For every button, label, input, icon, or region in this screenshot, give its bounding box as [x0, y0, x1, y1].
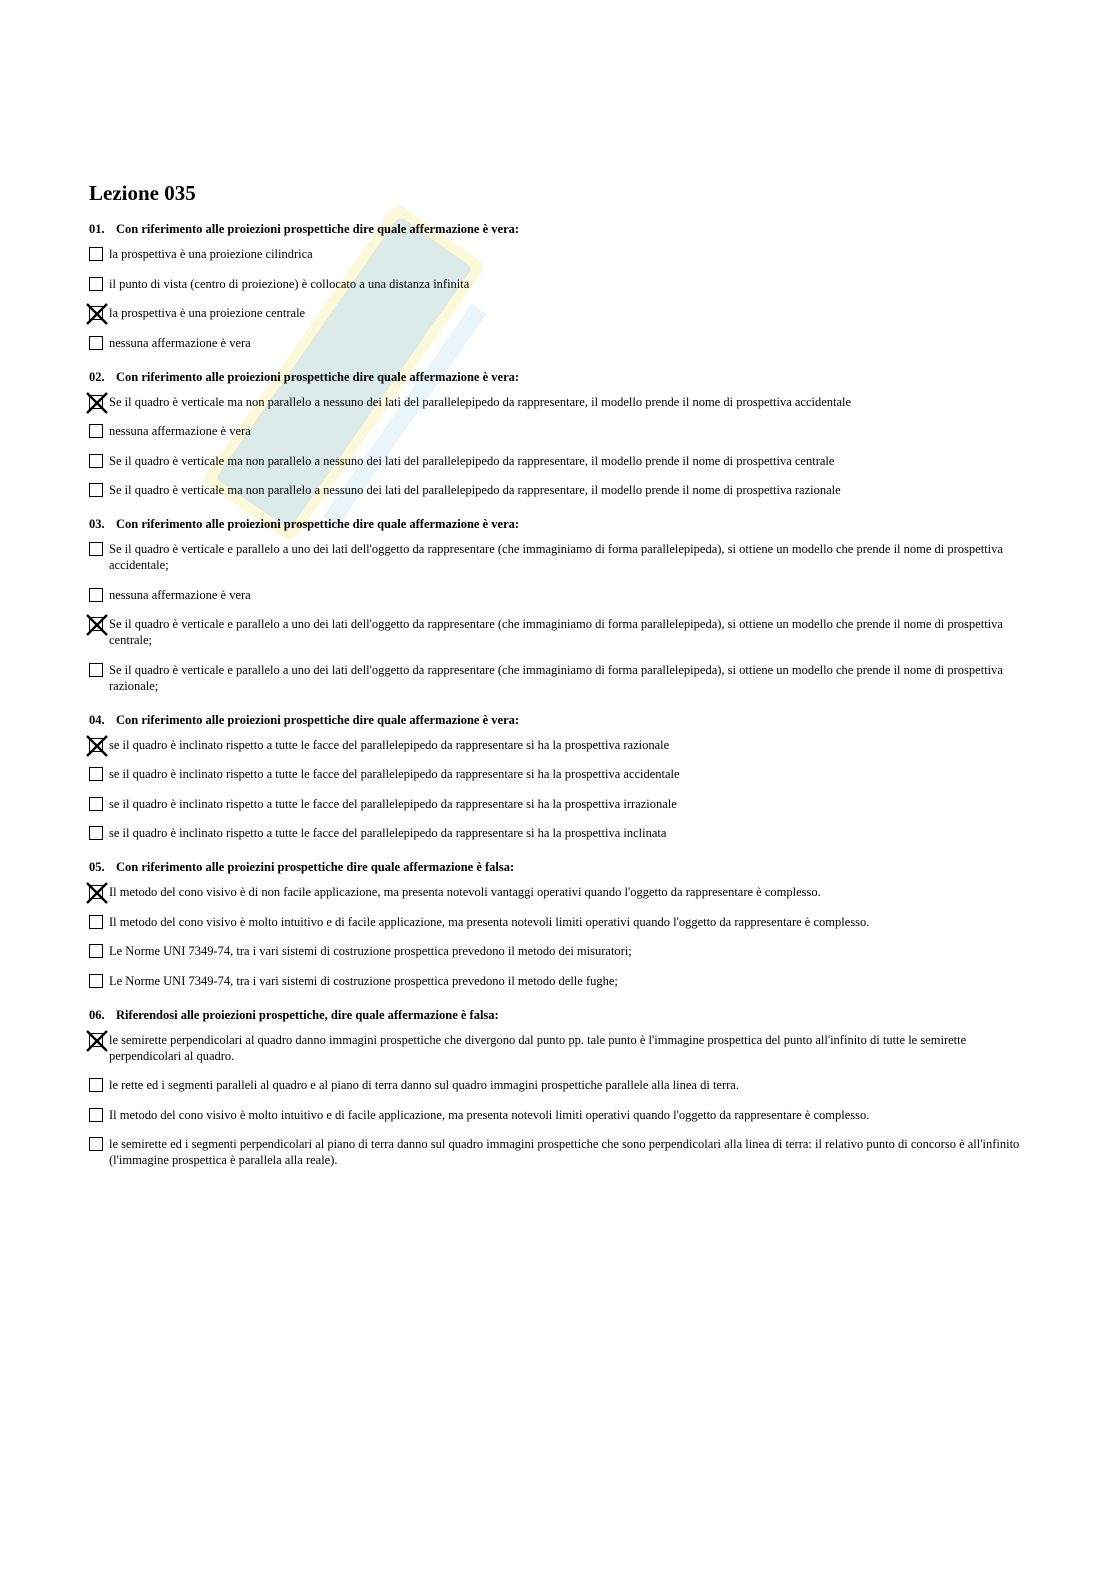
checkbox-icon[interactable]	[89, 336, 103, 350]
answer-option[interactable]	[89, 482, 1029, 498]
answer-option[interactable]	[89, 1107, 1029, 1123]
answer-option[interactable]	[89, 616, 1029, 648]
answer-option[interactable]	[89, 335, 1029, 351]
question-title	[89, 516, 1029, 532]
question-3	[89, 516, 1029, 694]
answer-option-text: nessuna affermazione è vera	[109, 424, 251, 438]
question-number: 03.	[89, 517, 105, 531]
checkbox-icon[interactable]	[89, 1078, 103, 1092]
question-5	[89, 859, 1029, 989]
answer-option-text: Se il quadro è verticale e parallelo a uno dei lati dell'oggetto da rappresentare (che immaginiamo di forma parallelepipeda), si ottiene un modello che prende il nome di prospettiva razionale;	[109, 662, 1003, 693]
checked-checkbox-icon[interactable]	[89, 1033, 103, 1047]
answer-option-text: Il metodo del cono visivo è molto intuitivo e di facile applicazione, ma presenta notevoli limiti operativi quando l'oggetto da rappresentare è complesso.	[109, 1107, 870, 1122]
answer-option[interactable]	[89, 796, 1029, 812]
x-mark-icon	[85, 302, 109, 326]
answer-option-text: Se il quadro è verticale e parallelo a uno dei lati dell'oggetto da rappresentare (che immaginiamo di forma parallelepipeda), si ottiene un modello che prende il nome di prospettiva centrale;	[109, 617, 1003, 647]
checkbox-icon[interactable]	[89, 974, 103, 988]
question-4	[89, 712, 1029, 842]
answer-option[interactable]	[89, 246, 1029, 262]
answer-option[interactable]	[89, 1077, 1029, 1093]
checkbox-icon[interactable]	[89, 826, 103, 840]
answer-option-text: Le Norme UNI 7349-74, tra i vari sistemi di costruzione prospettica prevedono il metodo delle fughe;	[109, 973, 618, 988]
question-number: 06.	[89, 1007, 105, 1022]
question-number: 04.	[89, 712, 105, 727]
answer-option[interactable]	[89, 884, 1029, 900]
question-list	[89, 221, 1029, 1168]
answer-option-text: le rette ed i segmenti paralleli al quadro e al piano di terra danno sul quadro immagini prospettiche parallele alla linea di terra.	[109, 1078, 739, 1092]
answer-option[interactable]	[89, 587, 1029, 603]
answer-option[interactable]	[89, 394, 1029, 410]
x-mark-icon	[85, 1029, 109, 1053]
answer-option-text: Il metodo del cono visivo è molto intuitivo e di facile applicazione, ma presenta notevoli limiti operativi quando l'oggetto da rappresentare è complesso.	[109, 914, 870, 929]
answer-option-text: nessuna affermazione è vera	[109, 587, 251, 602]
answer-option[interactable]	[89, 305, 1029, 321]
question-number: 01.	[89, 222, 105, 236]
question-title	[89, 369, 1029, 385]
answer-option-text: le semirette ed i segmenti perpendicolari al piano di terra danno sul quadro immagini prospettiche che sono perpendicolari alla linea di terra: il relativo punto di concorso è all'infinito (l'immagine prospettica è parallela alla reale).	[109, 1137, 1020, 1167]
checkbox-icon[interactable]	[89, 915, 103, 929]
answer-option-text: la prospettiva è una proiezione centrale	[109, 306, 306, 320]
checkbox-icon[interactable]	[89, 424, 103, 438]
page-title: Lezione 035	[89, 181, 196, 205]
answer-option[interactable]	[89, 914, 1029, 930]
x-mark-icon	[85, 391, 109, 415]
checked-checkbox-icon[interactable]	[89, 395, 103, 409]
checkbox-icon[interactable]	[89, 1137, 103, 1151]
answer-option[interactable]	[89, 1136, 1029, 1168]
x-mark-icon	[85, 613, 109, 637]
answer-option-text: Se il quadro è verticale e parallelo a uno dei lati dell'oggetto da rappresentare (che immaginiamo di forma parallelepipeda), si ottiene un modello che prende il nome di prospettiva accidentale;	[109, 542, 1003, 572]
answer-option-text: Se il quadro è verticale ma non parallelo a nessuno dei lati del parallelepipedo da rappresentare, il modello prende il nome di prospettiva centrale	[109, 453, 835, 468]
question-6	[89, 1007, 1029, 1169]
answer-option[interactable]	[89, 662, 1029, 694]
answer-option-text: Se il quadro è verticale ma non parallelo a nessuno dei lati del parallelepipedo da rappresentare, il modello prende il nome di prospettiva razionale	[109, 483, 841, 497]
question-text: Con riferimento alle proiezioni prospettiche dire quale affermazione è vera:	[116, 517, 520, 531]
checkbox-icon[interactable]	[89, 542, 103, 556]
question-2	[89, 369, 1029, 499]
question-title	[89, 712, 1029, 728]
question-number: 02.	[89, 369, 105, 384]
answer-option-text: le semirette perpendicolari al quadro danno immagini prospettiche che divergono dal punto pp. tale punto è l'immagine prospettica del punto all'infinito di tutte le semirette perpendicolari al quadro.	[109, 1032, 967, 1063]
answer-option[interactable]	[89, 737, 1029, 753]
answer-option-text: Se il quadro è verticale ma non parallelo a nessuno dei lati del parallelepipedo da rappresentare, il modello prende il nome di prospettiva accidentale	[109, 394, 852, 409]
checkbox-icon[interactable]	[89, 663, 103, 677]
checked-checkbox-icon[interactable]	[89, 738, 103, 752]
checkbox-icon[interactable]	[89, 767, 103, 781]
checkbox-icon[interactable]	[89, 277, 103, 291]
answer-option-text: la prospettiva è una proiezione cilindrica	[109, 247, 313, 261]
question-text: Con riferimento alle proiezini prospettiche dire quale affermazione è falsa:	[116, 860, 515, 874]
question-title	[89, 1007, 1029, 1023]
question-text: Con riferimento alle proiezioni prospettiche dire quale affermazione è vera:	[116, 222, 520, 236]
answer-option[interactable]	[89, 453, 1029, 469]
answer-option[interactable]	[89, 541, 1029, 573]
answer-option-text: se il quadro è inclinato rispetto a tutte le facce del parallelepipedo da rappresentare si ha la prospettiva accidentale	[109, 767, 680, 781]
answer-option-text: il punto di vista (centro di proiezione) è collocato a una distanza infinita	[109, 276, 470, 291]
answer-option[interactable]	[89, 1032, 1029, 1064]
checkbox-icon[interactable]	[89, 483, 103, 497]
checkbox-icon[interactable]	[89, 454, 103, 468]
answer-option[interactable]	[89, 825, 1029, 841]
question-title	[89, 221, 1029, 237]
answer-option-text: nessuna affermazione è vera	[109, 335, 251, 350]
answer-option[interactable]	[89, 276, 1029, 292]
checked-checkbox-icon[interactable]	[89, 885, 103, 899]
checkbox-icon[interactable]	[89, 588, 103, 602]
checked-checkbox-icon[interactable]	[89, 306, 103, 320]
checkbox-icon[interactable]	[89, 1108, 103, 1122]
question-1	[89, 221, 1029, 351]
answer-option-text: se il quadro è inclinato rispetto a tutte le facce del parallelepipedo da rappresentare si ha la prospettiva inclinata	[109, 826, 667, 840]
x-mark-icon	[85, 881, 109, 905]
checkbox-icon[interactable]	[89, 247, 103, 261]
question-text: Con riferimento alle proiezioni prospettiche dire quale affermazione è vera:	[116, 712, 520, 727]
answer-option-text: se il quadro è inclinato rispetto a tutte le facce del parallelepipedo da rappresentare si ha la prospettiva irrazionale	[109, 796, 677, 811]
question-number: 05.	[89, 860, 105, 874]
answer-option-text: Il metodo del cono visivo è di non facile applicazione, ma presenta notevoli vantaggi operativi quando l'oggetto da rappresentare è complesso.	[109, 885, 821, 899]
answer-option-text: Le Norme UNI 7349-74, tra i vari sistemi di costruzione prospettica prevedono il metodo dei misuratori;	[109, 944, 632, 958]
checkbox-icon[interactable]	[89, 944, 103, 958]
answer-option[interactable]	[89, 943, 1029, 959]
answer-option[interactable]	[89, 973, 1029, 989]
answer-option[interactable]	[89, 423, 1029, 439]
answer-option-text: se il quadro è inclinato rispetto a tutte le facce del parallelepipedo da rappresentare si ha la prospettiva razionale	[109, 737, 670, 752]
checkbox-icon[interactable]	[89, 797, 103, 811]
question-title	[89, 859, 1029, 875]
question-text: Riferendosi alle proiezioni prospettiche, dire quale affermazione è falsa:	[116, 1007, 499, 1022]
checked-checkbox-icon[interactable]	[89, 617, 103, 631]
x-mark-icon	[85, 734, 109, 758]
question-text: Con riferimento alle proiezioni prospettiche dire quale affermazione è vera:	[116, 369, 520, 384]
document-page	[89, 180, 1029, 1186]
answer-option[interactable]	[89, 766, 1029, 782]
